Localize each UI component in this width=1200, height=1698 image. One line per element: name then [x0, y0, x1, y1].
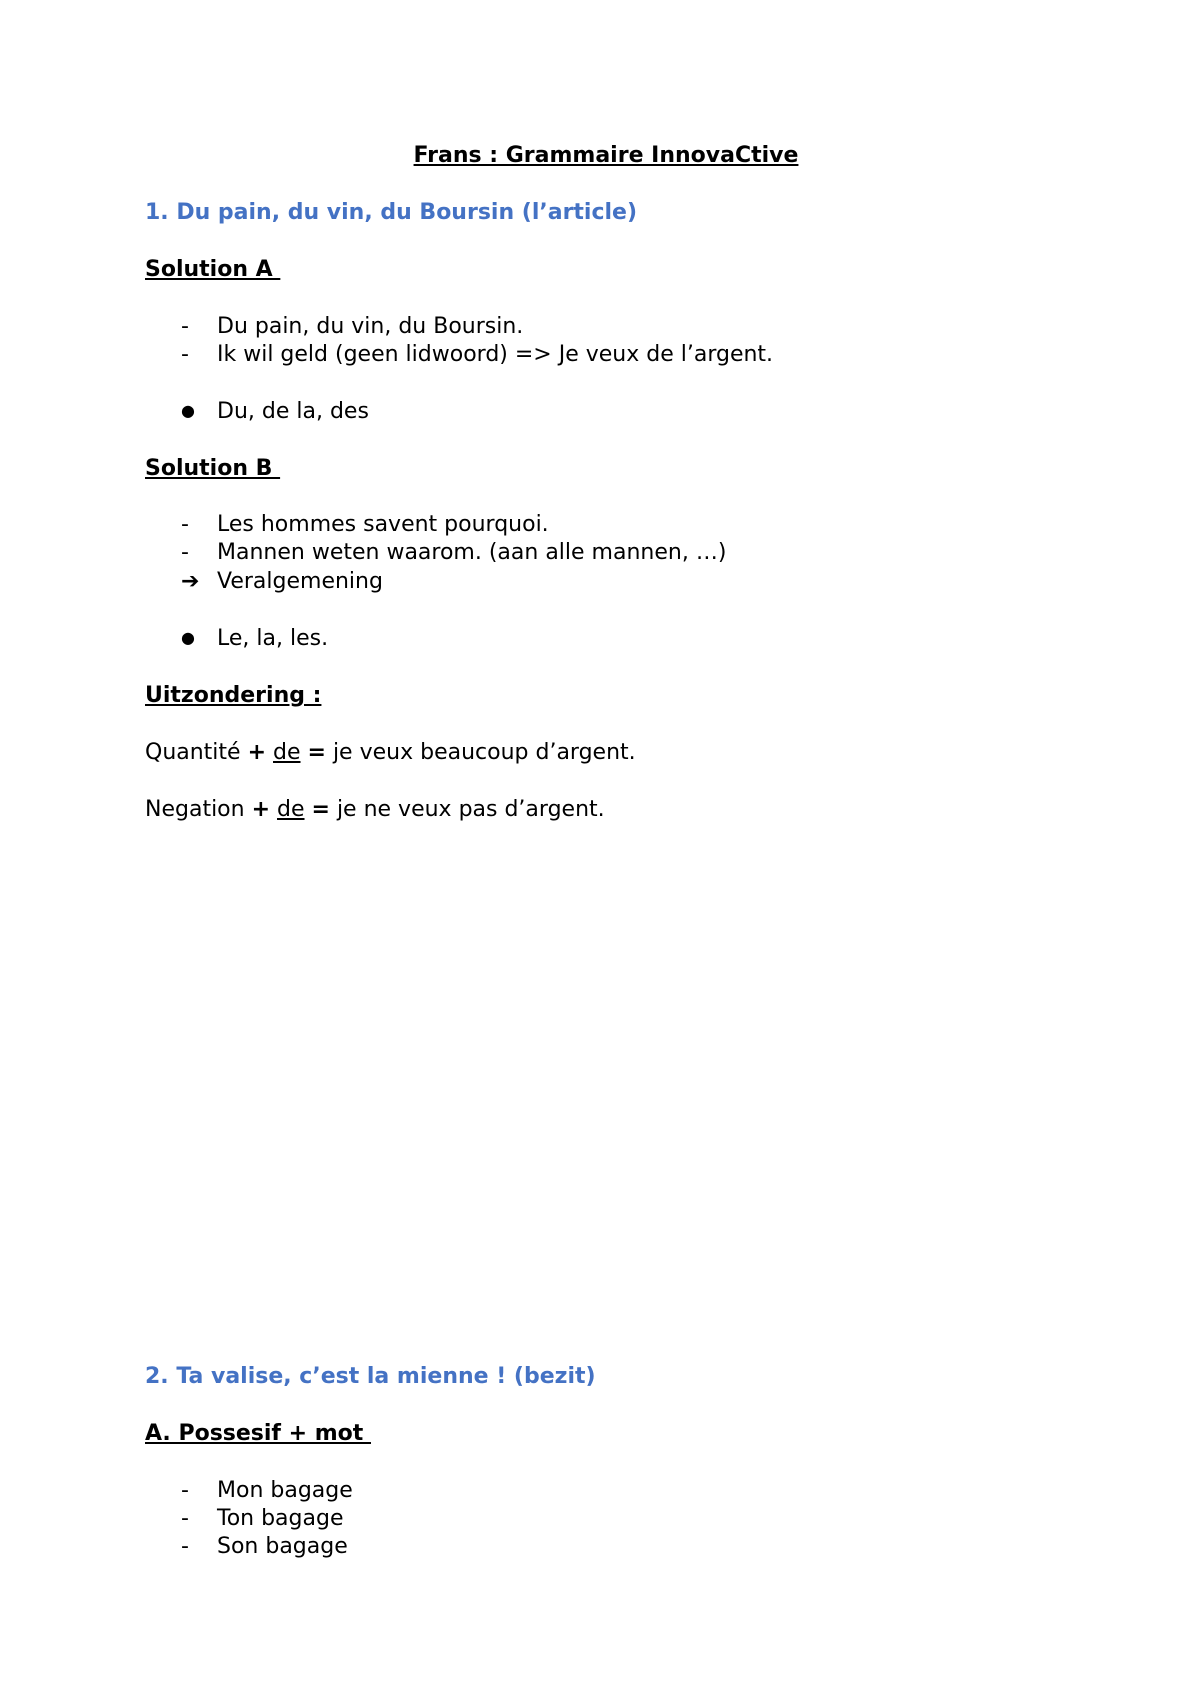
space: [270, 797, 277, 822]
dash-marker: -: [181, 314, 189, 339]
possessif-label: A. Possesif + mot: [145, 1421, 371, 1446]
list-item: [145, 511, 549, 539]
bullet-marker: [145, 625, 217, 654]
solution-b-label: Solution B: [145, 456, 281, 481]
underlined-de: de: [277, 797, 305, 822]
dash-marker: -: [181, 512, 189, 537]
dash-marker: -: [181, 1478, 189, 1503]
list-item: [145, 1477, 353, 1505]
list-item: [145, 539, 726, 567]
list-item-text: Ton bagage: [217, 1506, 344, 1531]
dash-marker: -: [181, 540, 189, 565]
space: [266, 740, 273, 765]
exception-text-rest: je veux beaucoup d’argent.: [325, 740, 636, 765]
plus-sign: +: [251, 797, 271, 822]
bullet-item: [145, 625, 328, 654]
list-item-text: Son bagage: [217, 1534, 348, 1559]
exception-line-negation: [145, 796, 605, 824]
exception-text-start: Negation: [145, 797, 252, 822]
bullet-icon: ●: [181, 628, 195, 647]
dash-marker: -: [181, 1506, 189, 1531]
bullet-item-text: Le, la, les.: [217, 626, 329, 651]
list-item: [145, 341, 773, 369]
exception-text-rest: je ne veux pas d’argent.: [329, 797, 605, 822]
space: [305, 797, 312, 822]
arrow-icon: ➔: [181, 569, 200, 594]
dash-marker: -: [181, 342, 189, 367]
list-item-text: Du pain, du vin, du Boursin.: [217, 314, 524, 339]
plus-sign: +: [247, 740, 267, 765]
dash-marker: -: [181, 1534, 189, 1559]
bullet-item: [145, 398, 369, 427]
list-item-text: Ik wil geld (geen lidwoord) => Je veux de l’argent.: [217, 342, 774, 367]
exception-text-start: Quantité: [145, 740, 248, 765]
equals-sign: =: [311, 797, 330, 822]
exception-label: Uitzondering :: [145, 683, 322, 708]
list-item-text: Mon bagage: [217, 1478, 353, 1503]
bullet-item-text: Du, de la, des: [217, 399, 369, 424]
list-item-text: Mannen weten waarom. (aan alle mannen, …): [217, 540, 727, 565]
list-item-text: Les hommes savent pourquoi.: [217, 512, 549, 537]
underlined-de: de: [273, 740, 301, 765]
section-2-heading: 2. Ta valise, c’est la mienne ! (bezit): [145, 1364, 596, 1389]
list-item: [145, 1533, 348, 1561]
document-title: Frans : Grammaire InnovaCtive: [413, 143, 799, 168]
space: [301, 740, 308, 765]
list-item: [145, 313, 523, 341]
bullet-icon: ●: [181, 401, 195, 420]
equals-sign: =: [307, 740, 326, 765]
section-1-heading: 1. Du pain, du vin, du Boursin (l’article): [145, 200, 638, 225]
bullet-marker: [145, 398, 217, 427]
exception-line-quantite: [145, 739, 636, 767]
arrow-item: [145, 568, 383, 596]
list-item: [145, 1505, 344, 1533]
solution-a-label: Solution A: [145, 257, 281, 282]
arrow-item-text: Veralgemening: [217, 569, 383, 594]
